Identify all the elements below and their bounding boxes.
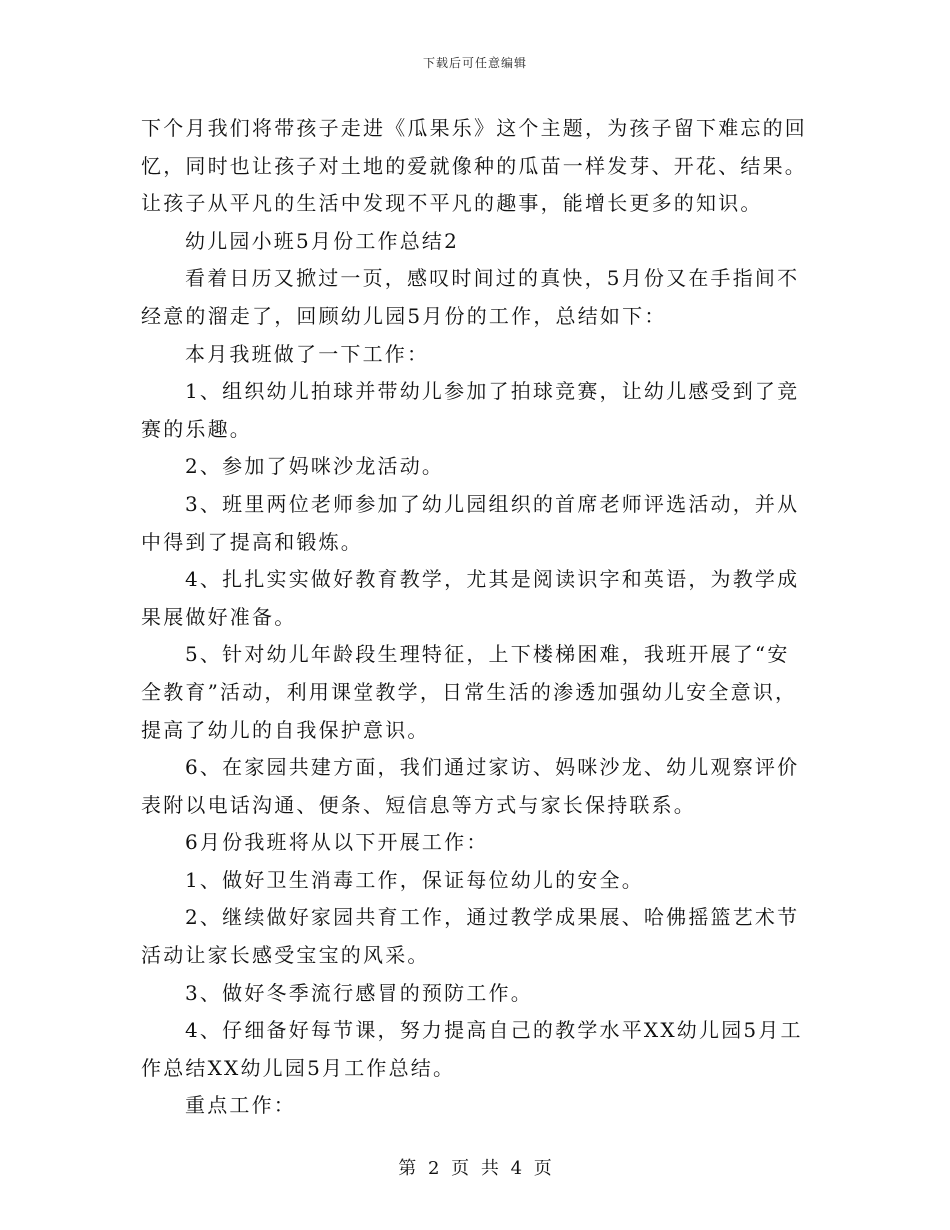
list-item: 1、做好卫生消毒工作，保证每位幼儿的安全。	[185, 867, 644, 892]
list-item: 3、做好冬季流行感冒的预防工作。	[185, 980, 533, 1005]
list-item: 2、参加了妈咪沙龙活动。	[185, 454, 445, 479]
list-item: 6、在家园共建方面，我们通过家访、妈咪沙龙、幼儿观察评价表附以电话沟通、便条、短信息等方式与家长保持联系。	[141, 755, 800, 817]
section-title: 幼儿园小班5月份工作总结2	[185, 228, 460, 253]
paragraph: 本月我班做了一下工作：	[185, 341, 430, 366]
list-item: 5、针对幼儿年龄段生理特征，上下楼梯困难，我班开展了“安全教育”活动，利用课堂教学，日常生活的渗透加强幼儿安全意识，提高了幼儿的自我保护意识。	[141, 642, 798, 742]
list-item: 4、仔细备好每节课，努力提高自己的教学水平XX幼儿园5月工作总结XX幼儿园5月工作总结。	[141, 1018, 803, 1080]
list-item: 2、继续做好家园共育工作，通过教学成果展、哈佛摇篮艺术节活动让家长感受宝宝的风采。	[141, 905, 800, 968]
document-body	[141, 110, 811, 1125]
list-item: 3、班里两位老师参加了幼儿园组织的首席老师评选活动，并从中得到了提高和锻炼。	[141, 491, 800, 554]
paragraph: 6月份我班将从以下开展工作：	[185, 830, 489, 855]
paragraph: 重点工作：	[185, 1093, 296, 1118]
page-number: 第 2 页 共 4 页	[398, 1158, 552, 1179]
list-item: 1、组织幼儿拍球并带幼儿参加了拍球竞赛，让幼儿感受到了竞赛的乐趣。	[141, 379, 800, 441]
page-header: 下载后可任意编辑	[422, 56, 527, 70]
paragraph: 看着日历又掀过一页，感叹时间过的真快，5月份又在手指间不经意的溜走了，回顾幼儿园5月份的工作，总结如下：	[141, 266, 800, 328]
paragraph: 下个月我们将带孩子走进《瓜果乐》这个主题，为孩子留下难忘的回忆，同时也让孩子对土地的爱就像种的瓜苗一样发芽、开花、结果。让孩子从平凡的生活中发现不平凡的趣事，能增长更多的知识。	[141, 116, 807, 216]
list-item: 4、扎扎实实做好教育教学，尤其是阅读识字和英语，为教学成果展做好准备。	[141, 567, 800, 629]
